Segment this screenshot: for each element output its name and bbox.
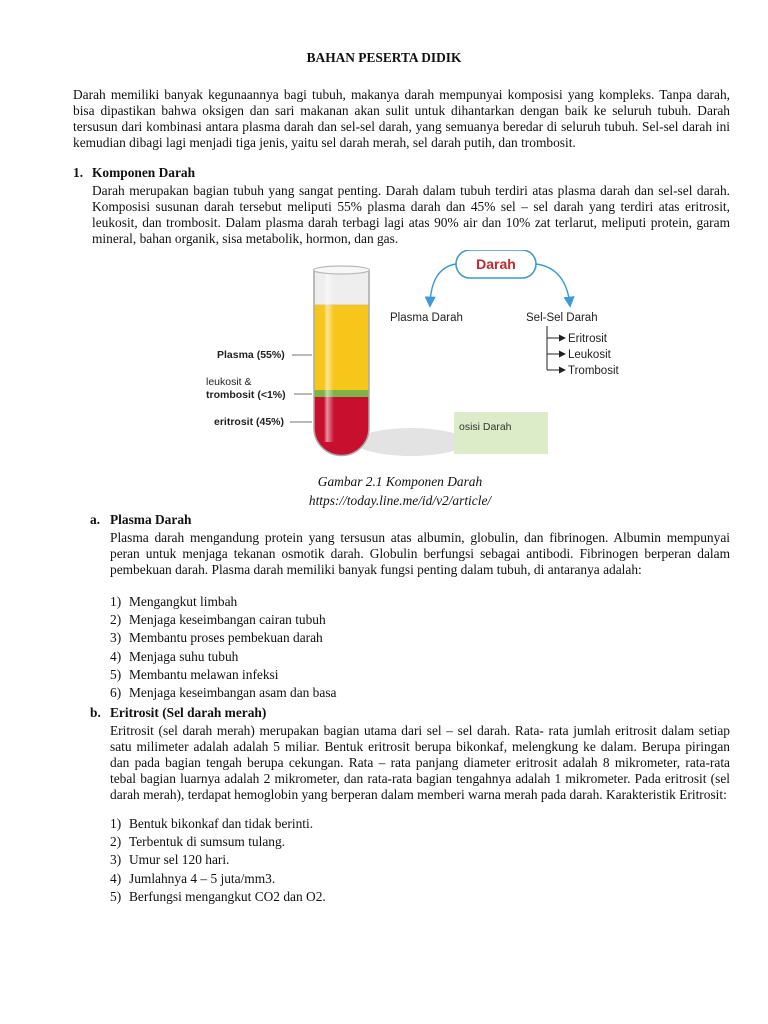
section-b-heading [90,705,266,721]
section-a-letter: a. [90,512,101,527]
list-item: 6) Menjaga keseimbangan asam dan basa [110,684,337,700]
section-b-paragraph: Eritrosit (sel darah merah) merupakan bagian utama dari sel – sel darah. Rata- rata jumlah eritrosit dalam setiap satu milimeter adalah adalah 5 miliar. Bentuk eritrosit berupa bikonkaf, melengkung ke dalam. Berupa piringan dan pada bagian tengah berupa cekungan. Rata – rata panjang diameter eritrosit adalah 8 mikrometer, rata-rata tebal bagian luarnya adalah 2 mikrometer, dan rata-rata bagian tengahnya adalah 1 mikrometer. Pada eritrosit (sel darah merah), terdapat hemoglobin yang berperan dalam memberi warna merah pada darah. Karakteristik Eritrosit: [110,723,730,802]
tube-highlight [324,272,334,442]
section-1-paragraph: Darah merupakan bagian tubuh yang sangat penting. Darah dalam tubuh terdiri atas plasma darah dan sel-sel darah. Komposisi susunan darah tersebut meliputi 55% plasma darah dan 45% sel – sel darah yang terdiri atas eritrosit, leukosit, dan trombosit. Dalam plasma darah terbagi lagi atas 90% air dan 10% zat terlarut, meliputi protein, garam mineral, bahan organik, sisa metabolik, hormon, dan gas. [92,183,730,246]
section-b-letter: b. [90,705,101,720]
caption-banner [454,412,548,454]
list-item: 4) Jumlahnya 4 – 5 juta/mm3. [110,870,276,886]
cell-trombosit: Trombosit [568,365,619,377]
plasma-darah-label: Plasma Darah [390,312,463,324]
buffy-coat-layer [314,390,369,397]
section-a-heading [90,512,191,528]
list-item: 5) Berfungsi mengangkut CO2 dan O2. [110,888,326,904]
arrow-to-plasma [430,264,456,305]
tube-empty-top [314,270,369,305]
list-item: 3) Membantu proses pembekuan darah [110,630,323,646]
section-a-paragraph: Plasma darah mengandung protein yang tersusun atas albumin, globulin, dan fibrinogen. Albumin mempunyai peran untuk menjaga tekanan osmotik darah. Globulin berfungsi sebagai antibodi. Fibrinogen berperan dalam pembekuan darah. Plasma darah memiliki banyak fungsi penting dalam tubuh, di antaranya adalah: [110,530,730,577]
list-item: 5) Membantu melawan infeksi [110,666,279,682]
sel-darah-label: Sel-Sel Darah [526,312,598,324]
section-b-title: Eritrosit (Sel darah merah) [110,705,267,720]
tube-shadow [356,428,466,456]
intro-paragraph: Darah memiliki banyak kegunaannya bagi tubuh, makanya darah mempunyai komposisi yang kompleks. Tanpa darah, bisa dipastikan bahwa oksigen dan sari makanan akan sulit untuk dihantarkan dengan baik ke seluruh tubuh. Darah tersusun dari kombinasi antara plasma darah dan sel-sel darah, yang semuanya beredar di seluruh tubuh. Sel-sel darah ini kemudian dibagi lagi menjadi tiga jenis, yaitu sel darah merah, sel darah putih, dan trombosit. [73,87,730,150]
figure-source-url: https://today.line.me/id/v2/article/ [308,493,492,508]
section-1-heading [73,165,195,181]
label-eritrosit: eritrosit (45%) [214,416,285,428]
eritrosit-characteristics-list [110,816,326,907]
page-title: BAHAN PESERTA DIDIK [306,50,462,65]
darah-node-label: Darah [476,256,516,272]
blood-figure-svg [196,250,646,460]
section-a-title: Plasma Darah [110,512,192,527]
cell-eritrosit: Eritrosit [568,333,607,345]
figure-caption: Gambar 2.1 Komponen Darah [317,474,483,489]
list-item: 1) Mengangkut limbah [110,594,238,609]
plasma-functions-list [110,594,336,703]
cell-leukosit: Leukosit [568,349,611,361]
test-tube [314,266,370,456]
section-1-number: 1. [73,165,84,180]
plasma-layer [314,305,369,390]
label-plasma: Plasma (55%) [217,349,285,361]
blood-composition-figure [196,250,646,460]
list-item: 2) Menjaga keseimbangan cairan tubuh [110,612,326,628]
list-item: 1) Bentuk bikonkaf dan tidak berinti. [110,816,314,831]
section-1-title: Komponen Darah [92,165,196,180]
banner-text: osisi Darah [459,421,512,433]
arrow-to-sel [536,264,570,305]
label-leukosit-line1: leukosit & [206,376,252,388]
list-item: 3) Umur sel 120 hari. [110,852,230,868]
list-item: 2) Terbentuk di sumsum tulang. [110,834,286,850]
list-item: 4) Menjaga suhu tubuh [110,648,239,664]
label-leukosit-line2: trombosit (<1%) [206,389,286,401]
tube-rim [314,266,370,274]
